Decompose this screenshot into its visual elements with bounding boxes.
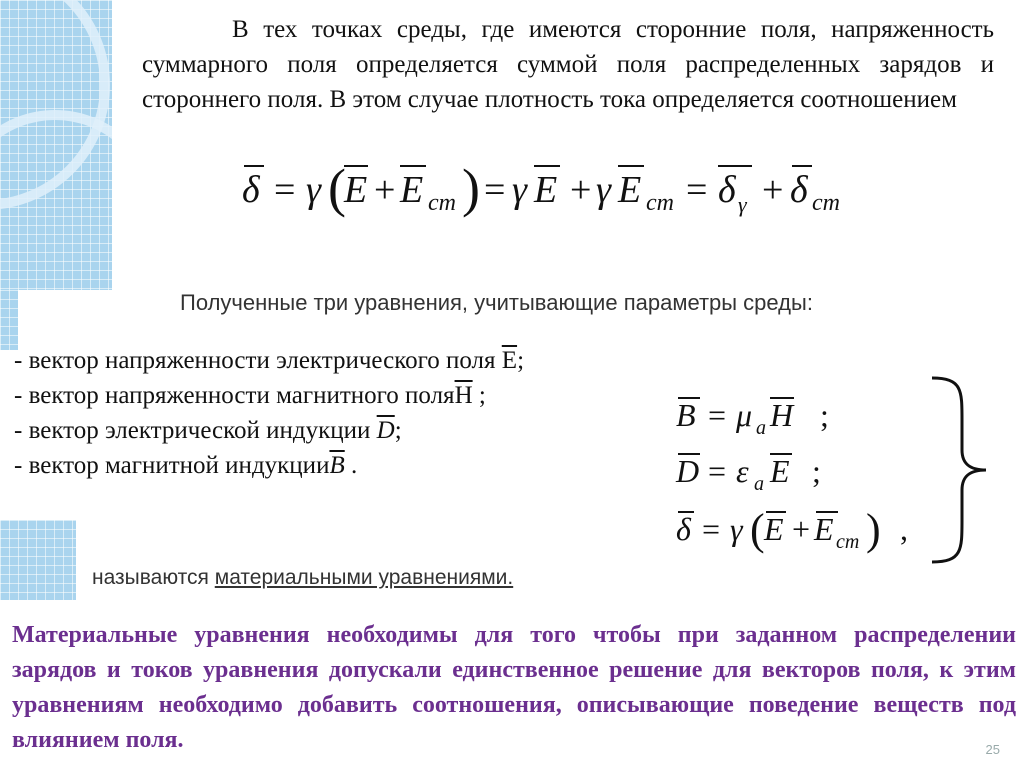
svg-text:E: E <box>764 511 784 547</box>
svg-text:(: ( <box>750 505 765 554</box>
svg-text:γ: γ <box>512 169 527 211</box>
svg-text:B: B <box>676 397 696 433</box>
svg-text:E: E <box>344 169 368 211</box>
current-density-equation <box>240 150 880 230</box>
material-equations-system <box>670 370 990 570</box>
vector-symbol-b: $\overline{B}$ <box>329 452 345 479</box>
svg-text:=: = <box>708 453 727 489</box>
decorative-ring <box>0 110 112 290</box>
conclusion-paragraph: Материальные уравнения необходимы для того чтобы при заданном распределении зарядов и токов уравнения допускали единственное решение для векторов поля, к этим уравнениям необходимо добавить соотношения, описывающие поведение веществ под влиянием поля. <box>12 622 1016 753</box>
material-equations-term: материальными уравнениями. <box>214 566 514 589</box>
svg-text:E: E <box>534 169 558 211</box>
svg-text:E: E <box>400 169 424 211</box>
svg-text:ε: ε <box>736 453 749 489</box>
svg-text:a: a <box>754 473 764 495</box>
svg-text:δ: δ <box>790 169 808 211</box>
svg-text:H: H <box>770 397 794 433</box>
vector-symbol-d: $\overline{D}$ <box>376 417 395 444</box>
svg-text:=: = <box>702 511 721 547</box>
svg-text:,: , <box>900 511 908 547</box>
decorative-grid-block <box>0 520 76 600</box>
svg-text:+: + <box>762 169 784 211</box>
svg-text:E: E <box>618 169 642 211</box>
vector-list <box>14 343 524 483</box>
svg-text:=: = <box>686 169 708 211</box>
svg-text:=: = <box>484 169 506 211</box>
three-equations-heading: Полученные три уравнения, учитывающие параметры среды: <box>180 290 813 315</box>
svg-text:cm: cm <box>836 531 860 553</box>
intro-paragraph <box>142 12 994 117</box>
svg-text:δ: δ <box>242 169 260 211</box>
vector-symbol-h: $\overline{H}$ <box>454 382 473 409</box>
svg-text:γ: γ <box>730 511 743 547</box>
svg-text:;: ; <box>820 397 829 433</box>
vector-symbol-e: $\overline{E}$ <box>501 347 518 374</box>
page-number: 25 <box>985 742 1000 757</box>
svg-text:cm: cm <box>428 190 456 216</box>
svg-text:D: D <box>676 453 700 489</box>
svg-text:): ) <box>866 505 881 554</box>
list-item: - вектор магнитной $индукции\overline{B}$ . <box>14 452 358 479</box>
svg-text:γ: γ <box>306 169 321 211</box>
svg-text:γ: γ <box>596 169 611 211</box>
svg-text:=: = <box>274 169 296 211</box>
svg-text:+: + <box>570 169 592 211</box>
list-item: - вектор напряженности магнитного $поля\overline{H}$ ; <box>14 382 486 409</box>
svg-text:(: ( <box>328 158 346 218</box>
decorative-grid-panel <box>0 0 112 290</box>
svg-text:μ: μ <box>736 397 753 433</box>
svg-text:;: ; <box>812 453 821 489</box>
svg-text:cm: cm <box>646 190 674 216</box>
list-item: - вектор электрической индукции $\overline{D}$; <box>14 417 402 444</box>
decorative-grid-strip <box>0 290 18 350</box>
intro-paragraph-text: В тех точках среды, где имеются сторонние поля, напряженность суммарного поля определяется суммой поля распределенных зарядов и стороннего поля. В этом случае плотность тока определяется соотношением <box>142 16 994 113</box>
svg-text:+: + <box>374 169 396 211</box>
svg-text:γ: γ <box>738 192 747 217</box>
svg-text:a: a <box>756 417 766 439</box>
svg-text:+: + <box>792 511 811 547</box>
svg-text:δ: δ <box>718 169 736 211</box>
svg-text:cm: cm <box>812 190 840 216</box>
material-equations-caption: называются материальными уравнениями. <box>92 566 514 589</box>
list-item: - вектор напряженности электрического поля $\overline{E}$; <box>14 347 525 374</box>
svg-text:): ) <box>462 158 480 218</box>
svg-text:E: E <box>814 511 834 547</box>
svg-text:E: E <box>770 453 790 489</box>
svg-text:δ: δ <box>676 511 691 547</box>
svg-text:=: = <box>708 397 727 433</box>
